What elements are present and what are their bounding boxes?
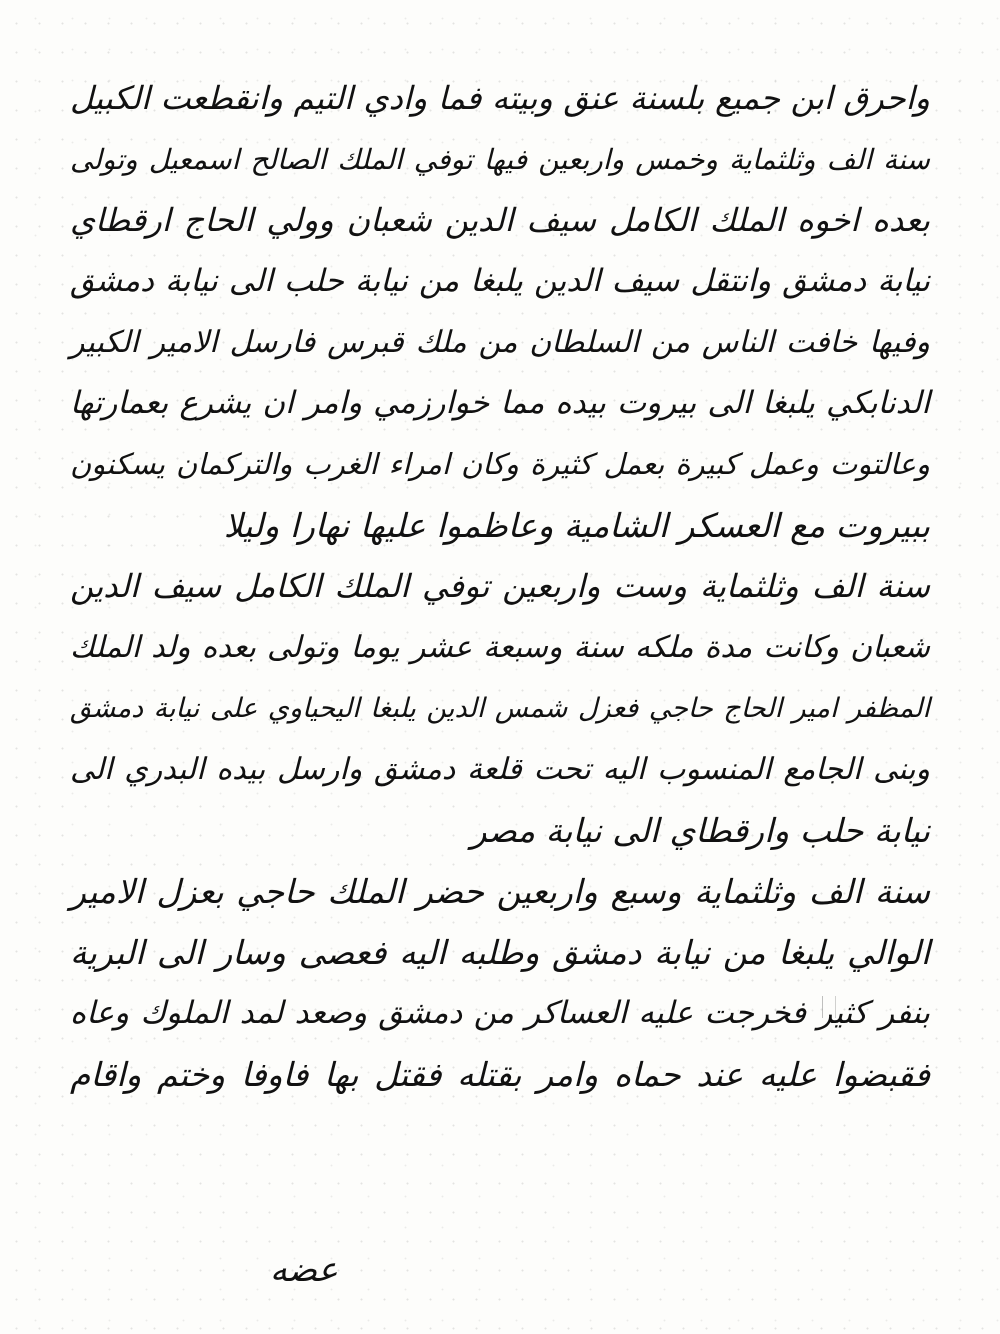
manuscript-line-1: واحرق ابن جميع بلسنة عنق وبيته فما وادي التيم وانقطعت الكبيل [70, 79, 931, 117]
manuscript-line-15: الوالي يلبغا من نيابة دمشق وطلبه اليه فعصى وسار الى البرية [70, 933, 930, 972]
manuscript-line-3: بعده اخوه الملك الكامل سيف الدين شعبان وولي الحاج ارقطاي [70, 201, 930, 239]
manuscript-line-8: ببيروت مع العسكر الشامية وعاظموا عليها نهارا وليلا [223, 506, 930, 545]
manuscript-line-2: سنة الف وثلثماية وخمس واربعين فيها توفي الملك الصالح اسمعيل وتولى [70, 143, 930, 176]
manuscript-line-5: وفيها خافت الناس من السلطان من ملك قبرس فارسل الامير الكبير [70, 325, 930, 360]
manuscript-line-14: سنة الف وثلثماية وسبع واربعين حضر الملك حاجي بعزل الامير [70, 872, 930, 911]
manuscript-line-11: المظفر امير الحاج حاجي فعزل شمس الدين يلبغا اليحياوي على نيابة دمشق [70, 693, 930, 724]
margin-mark [822, 996, 836, 1018]
manuscript-line-16: بنفر كثير فخرجت عليه العساكر من دمشق وصعد لمد الملوك وعاه [70, 995, 930, 1031]
manuscript-line-7: وعالتوت وعمل كبيرة بعمل كثيرة وكان امراء الغرب والتركمان يسكنون [70, 447, 930, 481]
manuscript-line-6: الدنابكي يلبغا الى بيروت بيده مما خوارزمي وامر ان يشرع بعمارتها [70, 385, 930, 421]
manuscript-line-9: سنة الف وثلثماية وست واربعين توفي الملك الكامل سيف الدين [70, 567, 931, 605]
manuscript-line-10: شعبان وكانت مدة ملكه سنة وسبعة عشر يوما وتولى بعده ولد الملك [70, 630, 930, 665]
manuscript-line-12: وبنى الجامع المنسوب اليه تحت قلعة دمشق وارسل بيده البدري الى [70, 752, 930, 787]
manuscript-line-13: نيابة حلب وارقطاي الى نيابة مصر [470, 811, 930, 850]
manuscript-line-4: نيابة دمشق وانتقل سيف الدين يلبغا من نيابة حلب الى نيابة دمشق [70, 263, 930, 299]
manuscript-line-17: فقبضوا عليه عند حماه وامر بقتله فقتل بها فاوفا وختم واقام [70, 1055, 930, 1094]
manuscript-text-block [70, 68, 930, 1105]
folio-number: عضه [270, 1250, 338, 1290]
